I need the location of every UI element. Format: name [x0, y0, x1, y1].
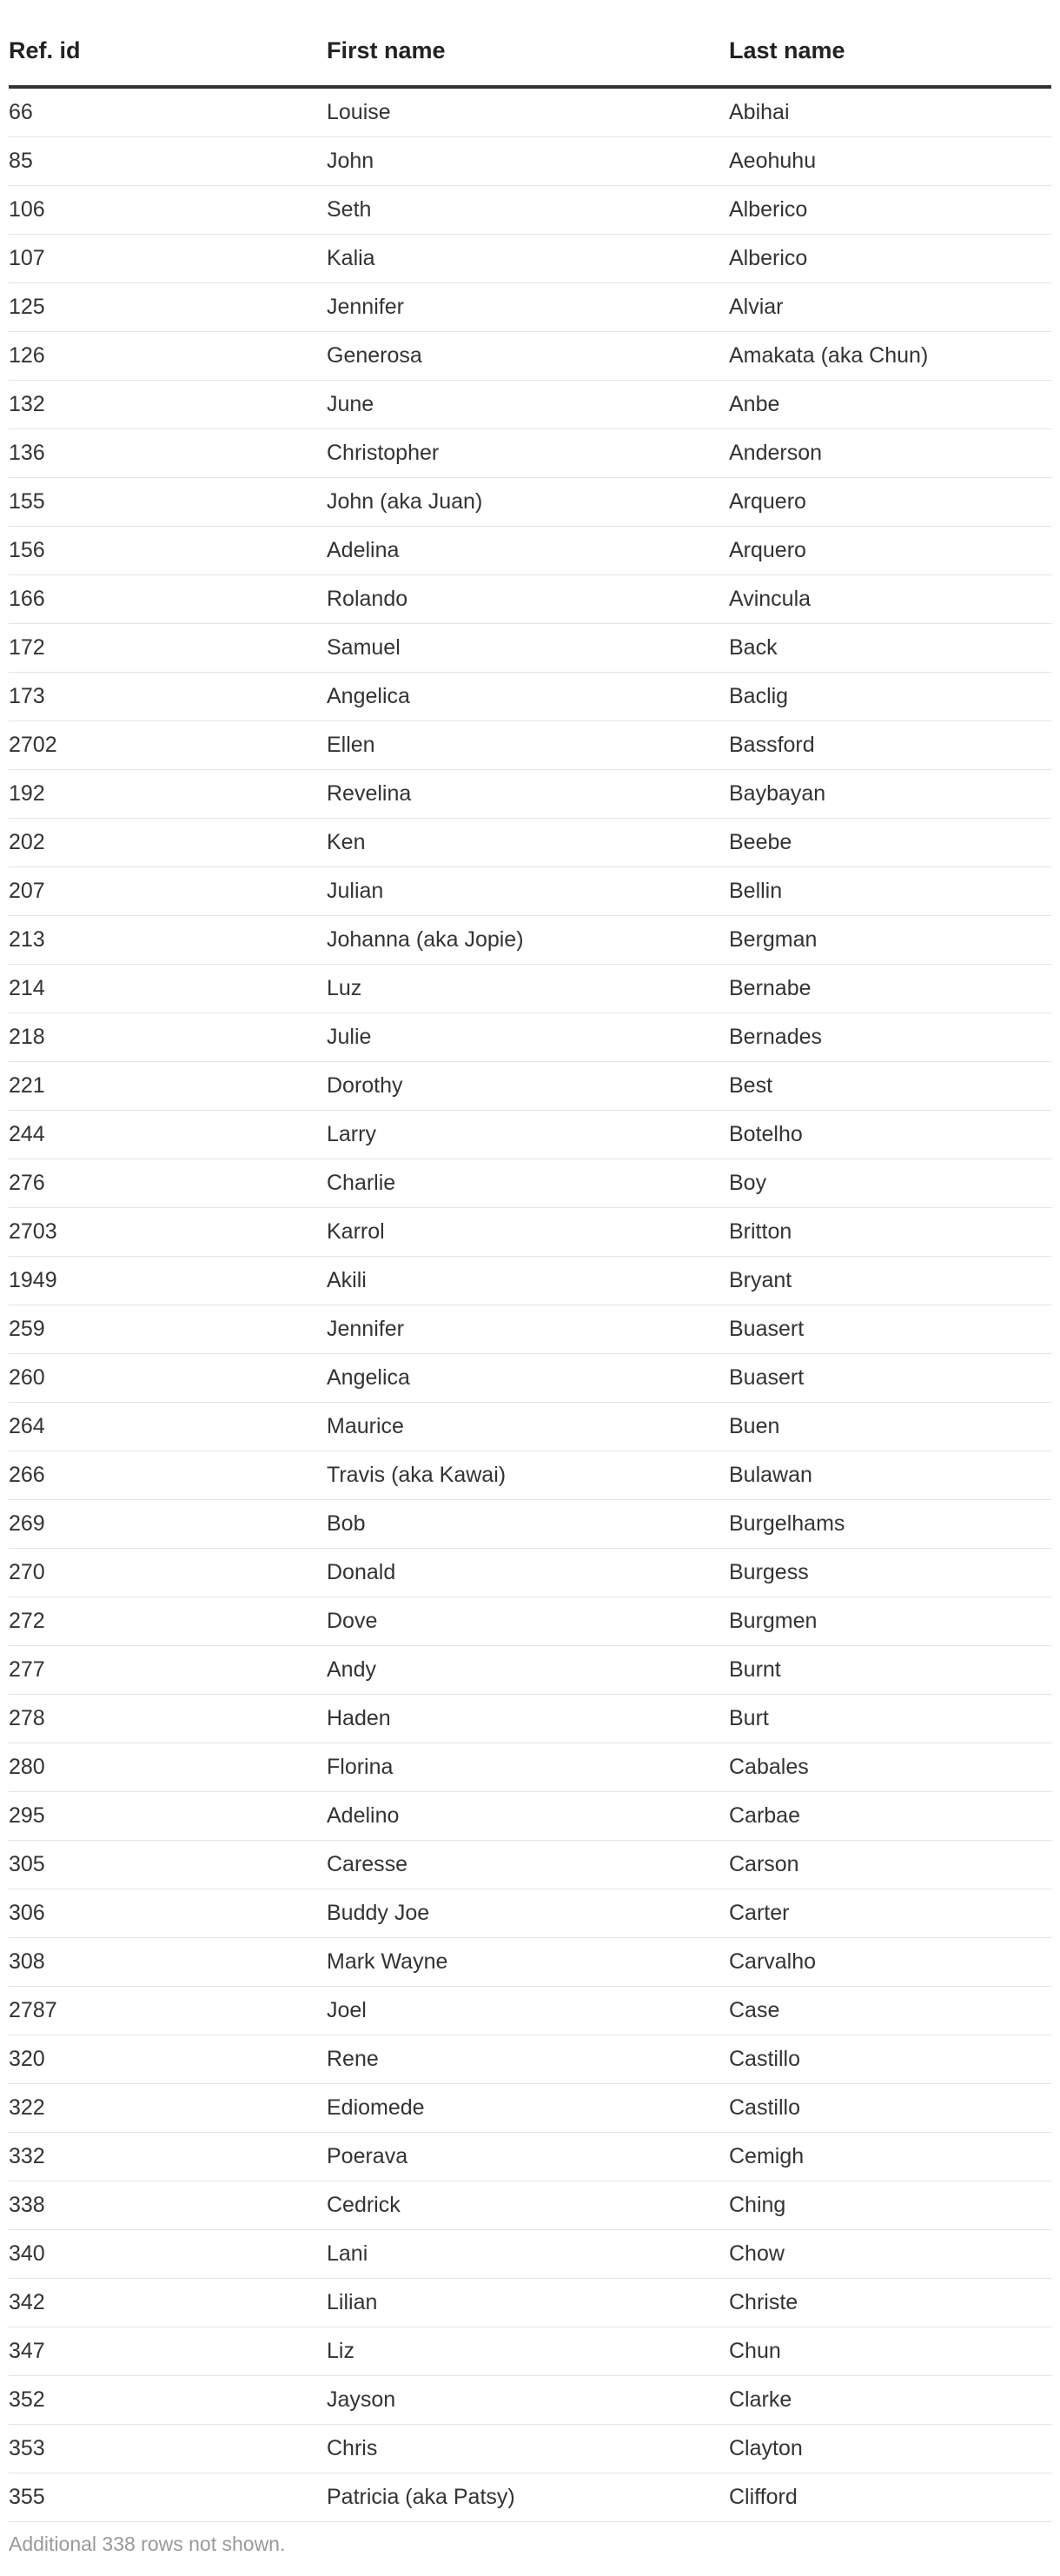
- table-row: [9, 2375, 1051, 2424]
- cell-last-name: Beebe: [729, 818, 1051, 866]
- cell-last-name: Amakata (aka Chun): [729, 331, 1051, 380]
- cell-last-name: Castillo: [729, 2083, 1051, 2132]
- cell-last-name: Anderson: [729, 428, 1051, 477]
- cell-first-name: Lani: [327, 2229, 729, 2278]
- cell-first-name: Poerava: [327, 2132, 729, 2181]
- table-row: [9, 1110, 1051, 1159]
- table-row: [9, 720, 1051, 769]
- cell-last-name: Arquero: [729, 477, 1051, 526]
- cell-ref-id: 272: [9, 1597, 327, 1645]
- cell-last-name: Avincula: [729, 574, 1051, 623]
- cell-last-name: Castillo: [729, 2035, 1051, 2083]
- cell-last-name: Anbe: [729, 380, 1051, 428]
- table-row: [9, 1499, 1051, 1548]
- table-row: [9, 1353, 1051, 1402]
- cell-ref-id: 340: [9, 2229, 327, 2278]
- cell-ref-id: 342: [9, 2278, 327, 2327]
- cell-first-name: Luz: [327, 964, 729, 1012]
- column-header-ref-id[interactable]: Ref. id: [9, 0, 327, 87]
- cell-first-name: Haden: [327, 1694, 729, 1743]
- column-header-first-name[interactable]: First name: [327, 0, 729, 87]
- cell-last-name: Carson: [729, 1840, 1051, 1889]
- cell-first-name: Caresse: [327, 1840, 729, 1889]
- cell-last-name: Bernabe: [729, 964, 1051, 1012]
- table-row: [9, 87, 1051, 136]
- cell-last-name: Carbae: [729, 1791, 1051, 1840]
- cell-last-name: Burt: [729, 1694, 1051, 1743]
- cell-ref-id: 306: [9, 1889, 327, 1937]
- table-row: [9, 1937, 1051, 1986]
- cell-first-name: Joel: [327, 1986, 729, 2035]
- cell-ref-id: 221: [9, 1061, 327, 1110]
- header-row: [9, 0, 1051, 87]
- cell-ref-id: 353: [9, 2424, 327, 2473]
- table-row: [9, 2083, 1051, 2132]
- cell-last-name: Arquero: [729, 526, 1051, 574]
- cell-ref-id: 2702: [9, 720, 327, 769]
- cell-ref-id: 259: [9, 1305, 327, 1353]
- table-row: [9, 526, 1051, 574]
- cell-last-name: Bassford: [729, 720, 1051, 769]
- cell-first-name: Dorothy: [327, 1061, 729, 1110]
- table-row: [9, 2327, 1051, 2375]
- table-row: [9, 1256, 1051, 1305]
- cell-last-name: Alberico: [729, 234, 1051, 282]
- cell-first-name: Christopher: [327, 428, 729, 477]
- table-row: [9, 1061, 1051, 1110]
- cell-ref-id: 320: [9, 2035, 327, 2083]
- cell-first-name: Mark Wayne: [327, 1937, 729, 1986]
- cell-first-name: Maurice: [327, 1402, 729, 1451]
- table-header: [9, 0, 1051, 87]
- cell-last-name: Burgess: [729, 1548, 1051, 1597]
- cell-ref-id: 214: [9, 964, 327, 1012]
- cell-ref-id: 2703: [9, 1207, 327, 1256]
- table-row: [9, 1402, 1051, 1451]
- cell-ref-id: 106: [9, 185, 327, 234]
- cell-last-name: Chun: [729, 2327, 1051, 2375]
- table-row: [9, 185, 1051, 234]
- cell-ref-id: 322: [9, 2083, 327, 2132]
- data-table: [9, 0, 1051, 2522]
- cell-last-name: Case: [729, 1986, 1051, 2035]
- cell-first-name: Seth: [327, 185, 729, 234]
- table-row: [9, 1012, 1051, 1061]
- cell-first-name: Dove: [327, 1597, 729, 1645]
- cell-first-name: Ken: [327, 818, 729, 866]
- table-row: [9, 1451, 1051, 1499]
- cell-ref-id: 305: [9, 1840, 327, 1889]
- cell-first-name: Patricia (aka Patsy): [327, 2473, 729, 2521]
- cell-ref-id: 1949: [9, 1256, 327, 1305]
- cell-first-name: Jennifer: [327, 282, 729, 331]
- cell-first-name: Jennifer: [327, 1305, 729, 1353]
- cell-last-name: Cemigh: [729, 2132, 1051, 2181]
- table-row: [9, 915, 1051, 964]
- cell-ref-id: 352: [9, 2375, 327, 2424]
- cell-last-name: Carter: [729, 1889, 1051, 1937]
- cell-last-name: Aeohuhu: [729, 136, 1051, 185]
- table-row: [9, 574, 1051, 623]
- cell-first-name: Julian: [327, 866, 729, 915]
- cell-ref-id: 136: [9, 428, 327, 477]
- cell-first-name: Adelina: [327, 526, 729, 574]
- table-row: [9, 2035, 1051, 2083]
- table-row: [9, 1207, 1051, 1256]
- cell-last-name: Ching: [729, 2181, 1051, 2229]
- table-row: [9, 1548, 1051, 1597]
- cell-first-name: John (aka Juan): [327, 477, 729, 526]
- table-row: [9, 282, 1051, 331]
- table-row: [9, 331, 1051, 380]
- cell-last-name: Clifford: [729, 2473, 1051, 2521]
- cell-ref-id: 277: [9, 1645, 327, 1694]
- cell-ref-id: 264: [9, 1402, 327, 1451]
- table-row: [9, 2473, 1051, 2521]
- cell-first-name: Ellen: [327, 720, 729, 769]
- cell-last-name: Alviar: [729, 282, 1051, 331]
- cell-ref-id: 173: [9, 672, 327, 720]
- cell-first-name: Donald: [327, 1548, 729, 1597]
- cell-ref-id: 2787: [9, 1986, 327, 2035]
- cell-first-name: Travis (aka Kawai): [327, 1451, 729, 1499]
- table-row: [9, 1840, 1051, 1889]
- cell-ref-id: 85: [9, 136, 327, 185]
- cell-ref-id: 207: [9, 866, 327, 915]
- cell-first-name: Louise: [327, 87, 729, 136]
- cell-last-name: Cabales: [729, 1743, 1051, 1791]
- cell-first-name: Kalia: [327, 234, 729, 282]
- cell-first-name: Adelino: [327, 1791, 729, 1840]
- table-row: [9, 672, 1051, 720]
- cell-first-name: Revelina: [327, 769, 729, 818]
- table-row: [9, 428, 1051, 477]
- cell-ref-id: 295: [9, 1791, 327, 1840]
- cell-ref-id: 266: [9, 1451, 327, 1499]
- cell-last-name: Britton: [729, 1207, 1051, 1256]
- cell-last-name: Buasert: [729, 1305, 1051, 1353]
- cell-first-name: Johanna (aka Jopie): [327, 915, 729, 964]
- cell-last-name: Baybayan: [729, 769, 1051, 818]
- cell-ref-id: 156: [9, 526, 327, 574]
- table-row: [9, 2181, 1051, 2229]
- table-row: [9, 2132, 1051, 2181]
- cell-ref-id: 166: [9, 574, 327, 623]
- table-row: [9, 2424, 1051, 2473]
- cell-first-name: Liz: [327, 2327, 729, 2375]
- cell-first-name: Karrol: [327, 1207, 729, 1256]
- cell-last-name: Buasert: [729, 1353, 1051, 1402]
- cell-last-name: Alberico: [729, 185, 1051, 234]
- cell-ref-id: 107: [9, 234, 327, 282]
- cell-ref-id: 202: [9, 818, 327, 866]
- cell-ref-id: 269: [9, 1499, 327, 1548]
- cell-ref-id: 213: [9, 915, 327, 964]
- cell-ref-id: 172: [9, 623, 327, 672]
- cell-last-name: Abihai: [729, 87, 1051, 136]
- cell-last-name: Botelho: [729, 1110, 1051, 1159]
- cell-ref-id: 276: [9, 1159, 327, 1207]
- cell-ref-id: 244: [9, 1110, 327, 1159]
- cell-last-name: Back: [729, 623, 1051, 672]
- table-row: [9, 623, 1051, 672]
- table-row: [9, 1159, 1051, 1207]
- table-row: [9, 1694, 1051, 1743]
- table-row: [9, 1743, 1051, 1791]
- table-row: [9, 866, 1051, 915]
- cell-first-name: John: [327, 136, 729, 185]
- cell-ref-id: 126: [9, 331, 327, 380]
- cell-last-name: Best: [729, 1061, 1051, 1110]
- cell-ref-id: 338: [9, 2181, 327, 2229]
- cell-first-name: Rene: [327, 2035, 729, 2083]
- cell-last-name: Buen: [729, 1402, 1051, 1451]
- cell-ref-id: 260: [9, 1353, 327, 1402]
- table-row: [9, 1889, 1051, 1937]
- cell-ref-id: 155: [9, 477, 327, 526]
- table-row: [9, 818, 1051, 866]
- table-row: [9, 380, 1051, 428]
- cell-last-name: Burnt: [729, 1645, 1051, 1694]
- cell-last-name: Bulawan: [729, 1451, 1051, 1499]
- cell-last-name: Baclig: [729, 672, 1051, 720]
- cell-first-name: Angelica: [327, 672, 729, 720]
- table-row: [9, 2229, 1051, 2278]
- cell-first-name: Florina: [327, 1743, 729, 1791]
- cell-first-name: Charlie: [327, 1159, 729, 1207]
- cell-last-name: Boy: [729, 1159, 1051, 1207]
- table-row: [9, 1597, 1051, 1645]
- table-row: [9, 234, 1051, 282]
- cell-ref-id: 132: [9, 380, 327, 428]
- cell-first-name: Rolando: [327, 574, 729, 623]
- cell-last-name: Burgmen: [729, 1597, 1051, 1645]
- cell-last-name: Burgelhams: [729, 1499, 1051, 1548]
- table-body: [9, 87, 1051, 2521]
- table-row: [9, 1645, 1051, 1694]
- footnote: Additional 338 rows not shown.: [9, 2532, 286, 2555]
- cell-first-name: June: [327, 380, 729, 428]
- cell-last-name: Bellin: [729, 866, 1051, 915]
- cell-first-name: Akili: [327, 1256, 729, 1305]
- cell-ref-id: 278: [9, 1694, 327, 1743]
- cell-first-name: Generosa: [327, 331, 729, 380]
- cell-ref-id: 66: [9, 87, 327, 136]
- column-header-last-name[interactable]: Last name: [729, 0, 1051, 87]
- table-row: [9, 1986, 1051, 2035]
- cell-last-name: Clayton: [729, 2424, 1051, 2473]
- table-row: [9, 1791, 1051, 1840]
- table-row: [9, 477, 1051, 526]
- cell-first-name: Bob: [327, 1499, 729, 1548]
- cell-first-name: Jayson: [327, 2375, 729, 2424]
- cell-ref-id: 192: [9, 769, 327, 818]
- cell-first-name: Angelica: [327, 1353, 729, 1402]
- cell-first-name: Cedrick: [327, 2181, 729, 2229]
- table-row: [9, 769, 1051, 818]
- table-row: [9, 2278, 1051, 2327]
- cell-ref-id: 332: [9, 2132, 327, 2181]
- table-row: [9, 1305, 1051, 1353]
- cell-last-name: Carvalho: [729, 1937, 1051, 1986]
- cell-last-name: Bryant: [729, 1256, 1051, 1305]
- cell-ref-id: 218: [9, 1012, 327, 1061]
- cell-ref-id: 270: [9, 1548, 327, 1597]
- cell-ref-id: 347: [9, 2327, 327, 2375]
- cell-first-name: Ediomede: [327, 2083, 729, 2132]
- cell-ref-id: 308: [9, 1937, 327, 1986]
- cell-last-name: Christe: [729, 2278, 1051, 2327]
- table-row: [9, 964, 1051, 1012]
- table-row: [9, 136, 1051, 185]
- cell-ref-id: 125: [9, 282, 327, 331]
- cell-first-name: Chris: [327, 2424, 729, 2473]
- cell-first-name: Lilian: [327, 2278, 729, 2327]
- cell-last-name: Chow: [729, 2229, 1051, 2278]
- cell-first-name: Buddy Joe: [327, 1889, 729, 1937]
- cell-first-name: Larry: [327, 1110, 729, 1159]
- cell-ref-id: 355: [9, 2473, 327, 2521]
- cell-first-name: Julie: [327, 1012, 729, 1061]
- cell-last-name: Clarke: [729, 2375, 1051, 2424]
- cell-first-name: Andy: [327, 1645, 729, 1694]
- cell-last-name: Bergman: [729, 915, 1051, 964]
- cell-ref-id: 280: [9, 1743, 327, 1791]
- cell-first-name: Samuel: [327, 623, 729, 672]
- cell-last-name: Bernades: [729, 1012, 1051, 1061]
